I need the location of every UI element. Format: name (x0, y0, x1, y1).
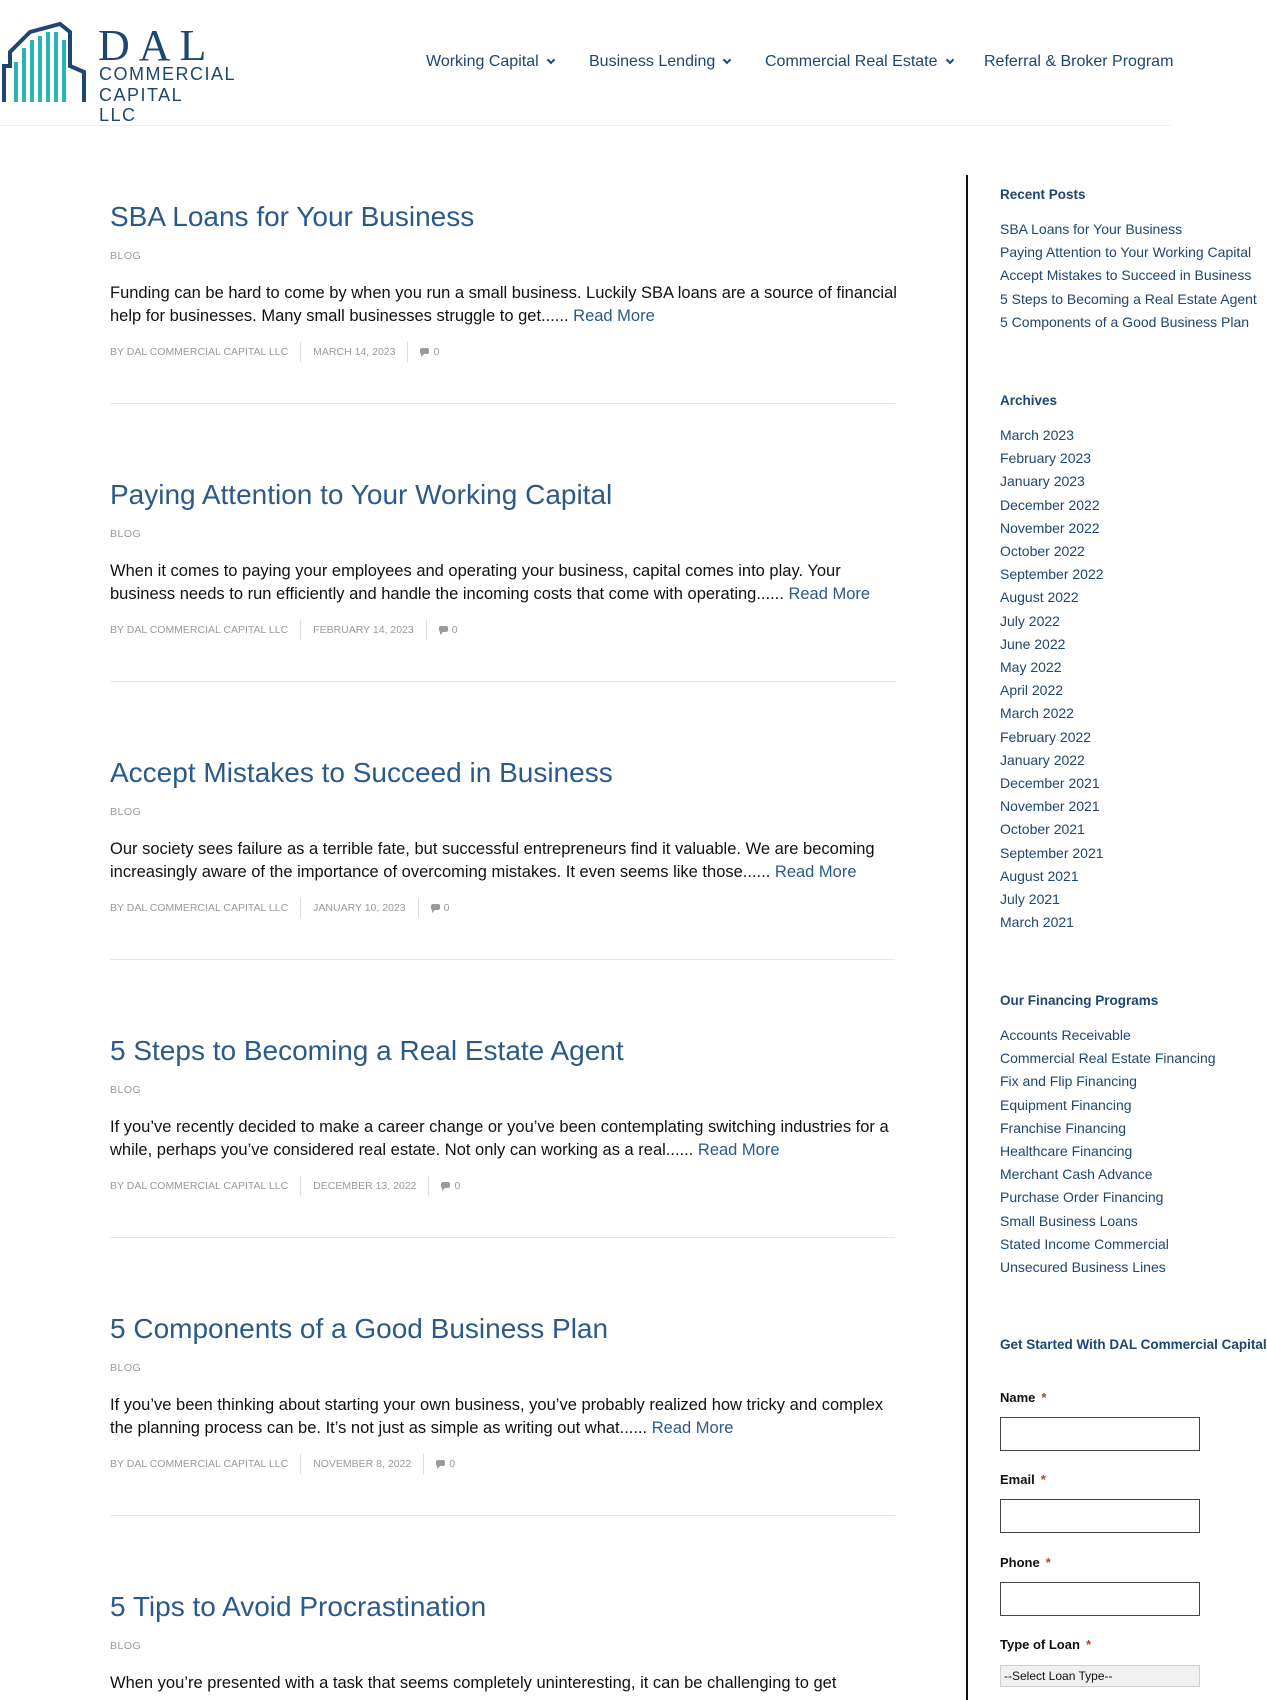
comment-icon (439, 626, 448, 632)
archive-link[interactable]: October 2022 (1000, 543, 1085, 560)
logo-subline-1: COMMERCIAL (99, 64, 237, 84)
archive-link[interactable]: February 2023 (1000, 450, 1092, 467)
archive-link[interactable]: April 2022 (1000, 682, 1064, 699)
archives-list (1000, 424, 1104, 934)
required-mark: * (1085, 1637, 1091, 1652)
nav-working-capital[interactable] (426, 52, 554, 72)
post-author[interactable]: BY DAL COMMERCIAL CAPITAL LLC (110, 902, 289, 914)
post-date: NOVEMBER 8, 2022 (300, 1454, 423, 1474)
program-link[interactable]: Merchant Cash Advance (1000, 1166, 1153, 1183)
archive-link[interactable]: January 2022 (1000, 751, 1085, 768)
recent-post-link[interactable]: 5 Components of a Good Business Plan (1000, 313, 1250, 330)
read-more-link[interactable]: Read More (788, 585, 871, 603)
post-excerpt (110, 1394, 900, 1440)
recent-posts-title: Recent Posts (1000, 187, 1086, 202)
nav-label: Working Capital (426, 53, 539, 70)
post-date: JANUARY 10, 2023 (300, 898, 417, 918)
label-text: Name (1000, 1390, 1036, 1405)
post-title[interactable]: 5 Steps to Becoming a Real Estate Agent (110, 1035, 624, 1066)
program-link[interactable]: Fix and Flip Financing (1000, 1073, 1137, 1090)
archive-link[interactable]: December 2022 (1000, 496, 1100, 513)
post-title[interactable]: 5 Components of a Good Business Plan (110, 1313, 609, 1344)
post-category[interactable]: BLOG (110, 1084, 142, 1096)
loan-type-label (1000, 1637, 1091, 1652)
archive-link[interactable]: September 2022 (1000, 566, 1104, 583)
recent-post-link[interactable]: SBA Loans for Your Business (1000, 221, 1183, 237)
phone-field[interactable] (1000, 1582, 1200, 1616)
archive-link[interactable]: November 2022 (1000, 519, 1100, 536)
program-link[interactable]: Small Business Loans (1000, 1212, 1138, 1229)
email-field[interactable] (1000, 1499, 1200, 1533)
comment-icon (441, 1182, 450, 1188)
archive-link[interactable]: March 2023 (1000, 427, 1074, 443)
program-link[interactable]: Healthcare Financing (1000, 1143, 1133, 1160)
post-excerpt (110, 1116, 900, 1162)
post-author[interactable]: BY DAL COMMERCIAL CAPITAL LLC (110, 1458, 289, 1470)
post-comments[interactable] (407, 342, 451, 362)
archive-link[interactable]: March 2022 (1000, 705, 1074, 722)
program-link[interactable]: Equipment Financing (1000, 1096, 1132, 1113)
program-link[interactable]: Accounts Receivable (1000, 1027, 1131, 1043)
program-link[interactable]: Franchise Financing (1000, 1119, 1127, 1136)
post-author[interactable]: BY DAL COMMERCIAL CAPITAL LLC (110, 346, 289, 358)
excerpt-text: When it comes to paying your employees and operating your business, capital comes into play. Your business needs to run efficiently and handle the incoming costs that come with operating...... (110, 562, 841, 603)
read-more-link[interactable]: Read More (573, 307, 655, 325)
comment-icon (420, 348, 429, 354)
chevron-down-icon (546, 56, 554, 64)
read-more-link[interactable]: Read More (697, 1141, 780, 1159)
archive-link[interactable]: November 2021 (1000, 798, 1100, 815)
post-title[interactable]: Accept Mistakes to Succeed in Business (110, 757, 613, 788)
sidebar (1000, 0, 1267, 1700)
phone-label (1000, 1555, 1051, 1570)
chevron-down-icon (723, 56, 731, 64)
post-comments[interactable] (426, 620, 470, 640)
archive-link[interactable]: October 2021 (1000, 821, 1085, 838)
post-date: DECEMBER 13, 2022 (300, 1176, 428, 1196)
comment-icon (436, 1460, 445, 1466)
programs-list (1000, 1024, 1216, 1279)
archive-link[interactable]: May 2022 (1000, 659, 1062, 676)
post-author[interactable]: BY DAL COMMERCIAL CAPITAL LLC (110, 1180, 289, 1192)
post-title[interactable]: Paying Attention to Your Working Capital (110, 479, 613, 510)
divider (110, 959, 895, 960)
divider (110, 1515, 895, 1516)
recent-post-link[interactable]: Paying Attention to Your Working Capital (1000, 244, 1252, 261)
post-meta (110, 620, 470, 640)
logo-subline-2: CAPITAL LLC (99, 85, 183, 125)
nav-commercial-real-estate[interactable] (765, 52, 953, 72)
archives-title: Archives (1000, 393, 1058, 408)
archive-link[interactable]: July 2022 (1000, 612, 1060, 629)
post-title[interactable]: 5 Tips to Avoid Procrastination (110, 1591, 487, 1622)
archive-link[interactable]: January 2023 (1000, 473, 1085, 490)
post-excerpt (110, 282, 900, 328)
post-category[interactable]: BLOG (110, 528, 142, 540)
label-text: Phone (1000, 1555, 1040, 1570)
post-author[interactable]: BY DAL COMMERCIAL CAPITAL LLC (110, 624, 289, 636)
comment-count: 0 (433, 346, 440, 358)
nav-label: Business Lending (589, 53, 716, 70)
programs-title: Our Financing Programs (1000, 993, 1159, 1008)
nav-label: Commercial Real Estate (765, 53, 938, 70)
label-text: Type of Loan (1000, 1637, 1080, 1652)
excerpt-text: When you’re presented with a task that seems completely uninteresting, it can be challenging to get (110, 1674, 837, 1692)
required-mark: * (1041, 1390, 1047, 1405)
name-field[interactable] (1000, 1417, 1200, 1451)
post-card (110, 756, 895, 914)
form-title: Get Started With DAL Commercial Capital (1000, 1337, 1267, 1352)
archive-link[interactable]: December 2021 (1000, 775, 1100, 792)
post-excerpt (110, 1672, 900, 1695)
excerpt-text: If you’ve recently decided to make a career change or you’ve been contemplating switching industries for a while, perhaps you’ve considered real estate. Not only can working as a real...... (110, 1118, 889, 1159)
post-excerpt (110, 838, 900, 884)
post-comments[interactable] (418, 898, 462, 918)
post-title[interactable]: SBA Loans for Your Business (110, 201, 475, 232)
logo-wordmark: DAL (98, 21, 216, 70)
email-label (1000, 1472, 1046, 1487)
comment-count: 0 (443, 902, 450, 914)
archive-link[interactable]: June 2022 (1000, 635, 1066, 652)
sidebar-divider (966, 175, 968, 1700)
comment-icon (431, 904, 440, 910)
label-text: Email (1000, 1472, 1035, 1487)
archive-link[interactable]: July 2021 (1000, 891, 1060, 908)
building-logo-icon (0, 22, 90, 104)
program-link[interactable]: Purchase Order Financing (1000, 1189, 1164, 1206)
site-header (0, 0, 1174, 126)
nav-label: Referral & Broker Program (984, 53, 1174, 70)
post-category[interactable]: BLOG (110, 806, 142, 818)
post-comments[interactable] (428, 1176, 472, 1196)
post-excerpt (110, 560, 900, 606)
program-link[interactable]: Commercial Real Estate Financing (1000, 1050, 1216, 1067)
post-card (110, 478, 895, 636)
comment-count: 0 (451, 624, 458, 636)
excerpt-text: Our society sees failure as a terrible fate, but successful entrepreneurs find it valuable. We are becoming increasingly aware of the importance of overcoming mistakes. It even seems like those...... (110, 840, 875, 881)
post-card (110, 1590, 895, 1692)
name-label (1000, 1390, 1046, 1405)
read-more-link[interactable]: Read More (651, 1419, 734, 1437)
post-comments[interactable] (423, 1454, 467, 1474)
post-category[interactable]: BLOG (110, 250, 142, 262)
excerpt-text: Funding can be hard to come by when you run a small business. Luckily SBA loans are a source of financial help for businesses. Many small businesses struggle to get...... (110, 284, 897, 325)
program-link[interactable]: Unsecured Business Lines (1000, 1259, 1166, 1276)
required-mark: * (1040, 1472, 1046, 1487)
site-logo[interactable] (0, 21, 237, 125)
archive-link[interactable]: August 2021 (1000, 867, 1079, 884)
divider (110, 681, 895, 682)
post-card (110, 1312, 895, 1470)
excerpt-text: If you’ve been thinking about starting your own business, you’ve probably realized how tricky and complex the planning process can be. It’s not just as simple as writing out what...... (110, 1396, 884, 1437)
divider (110, 403, 895, 404)
nav-business-lending[interactable] (589, 52, 730, 72)
archive-link[interactable]: September 2021 (1000, 844, 1104, 861)
post-meta (110, 1176, 472, 1196)
required-mark: * (1045, 1555, 1051, 1570)
post-meta (110, 342, 451, 362)
divider (110, 1237, 895, 1238)
post-date: MARCH 14, 2023 (300, 342, 407, 362)
post-card (110, 200, 897, 358)
archive-link[interactable]: August 2022 (1000, 589, 1079, 606)
read-more-link[interactable]: Read More (774, 863, 857, 881)
post-category[interactable]: BLOG (110, 1640, 142, 1652)
recent-post-link[interactable]: 5 Steps to Becoming a Real Estate Agent (1000, 290, 1257, 307)
recent-posts-list (1000, 218, 1257, 334)
chevron-down-icon (945, 56, 953, 64)
loan-type-select[interactable]: --Select Loan Type-- (1000, 1665, 1200, 1687)
post-date: FEBRUARY 14, 2023 (300, 620, 426, 640)
comment-count: 0 (454, 1180, 461, 1192)
post-meta (110, 898, 461, 918)
archive-link[interactable]: March 2021 (1000, 914, 1074, 931)
archive-link[interactable]: February 2022 (1000, 728, 1092, 745)
comment-count: 0 (449, 1458, 456, 1470)
post-card (110, 1034, 895, 1192)
post-meta (110, 1454, 467, 1474)
program-link[interactable]: Stated Income Commercial (1000, 1235, 1169, 1252)
post-category[interactable]: BLOG (110, 1362, 142, 1374)
recent-post-link[interactable]: Accept Mistakes to Succeed in Business (1000, 267, 1252, 284)
